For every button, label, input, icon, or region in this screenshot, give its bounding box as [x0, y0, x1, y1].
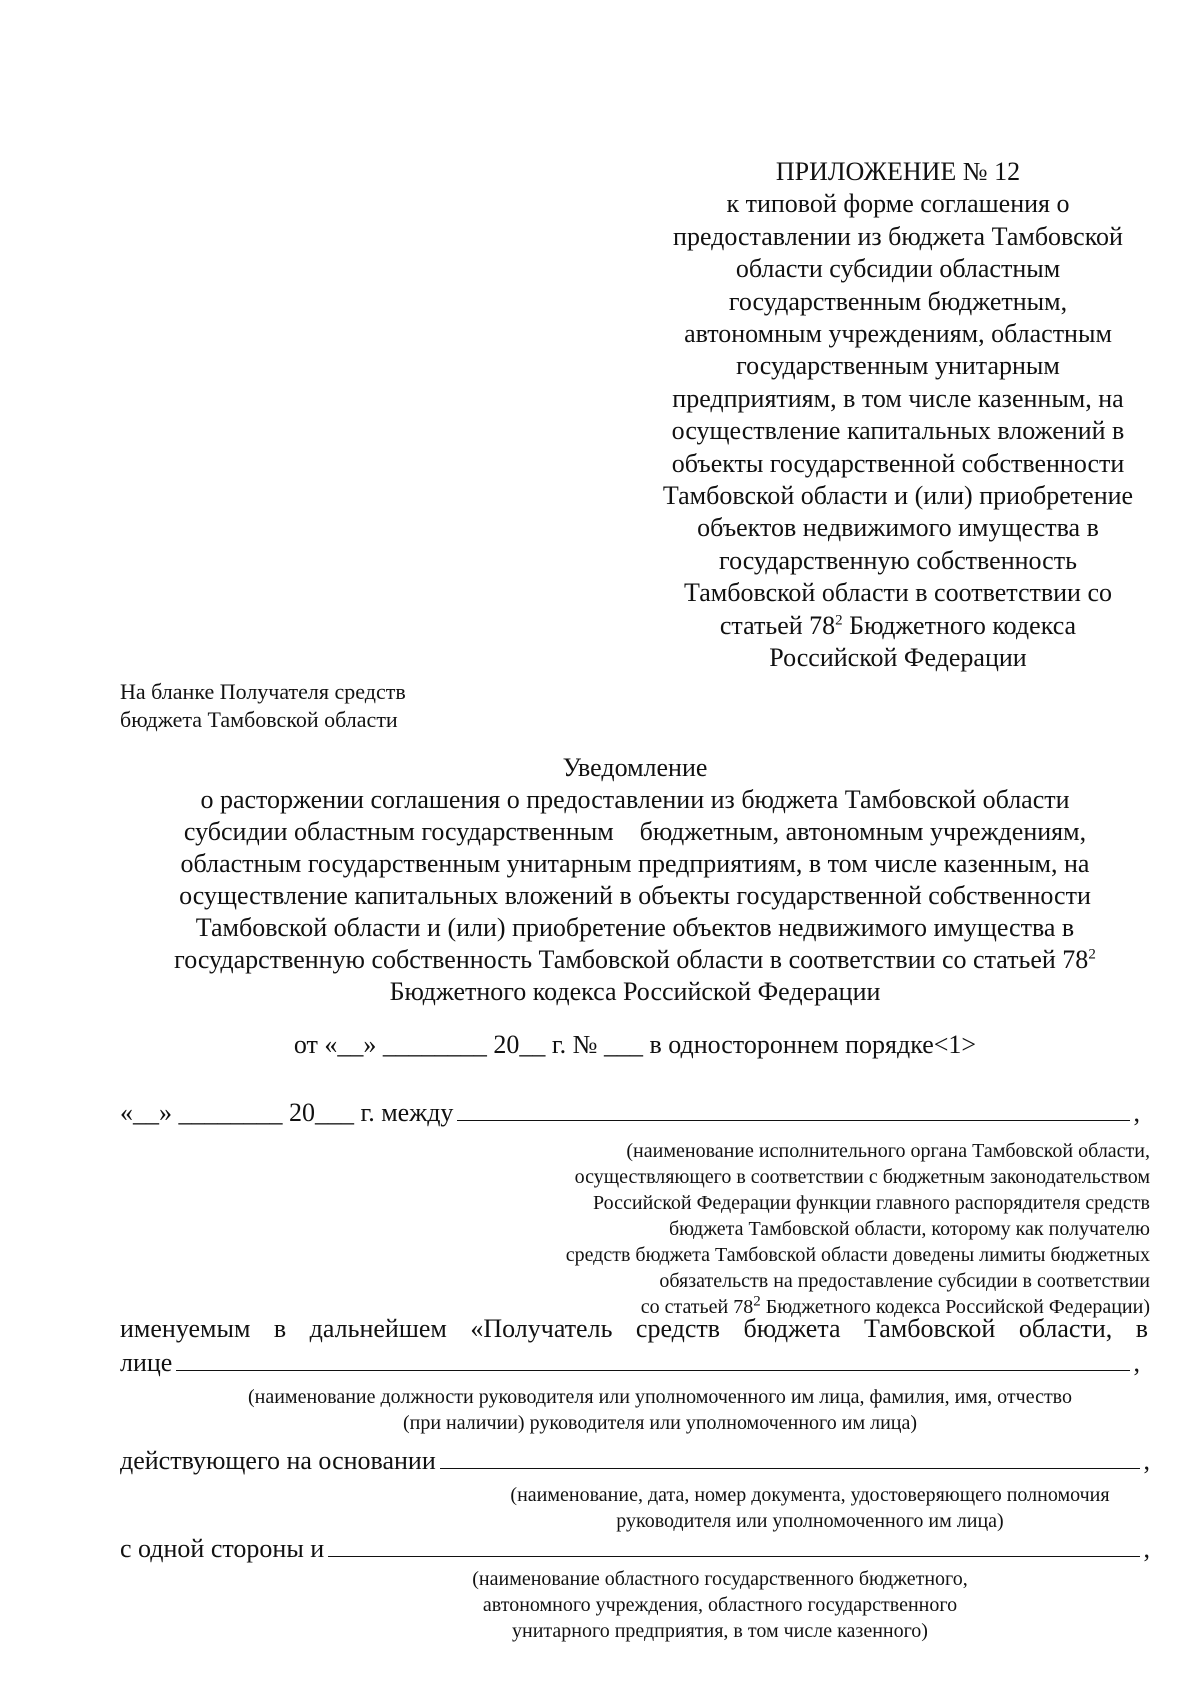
party-row — [120, 1534, 1150, 1564]
organ-hint-post: Бюджетного кодекса Российской Федерации) — [760, 1296, 1150, 1318]
appendix-line: Тамбовской области и (или) приобретение — [662, 481, 1134, 511]
notice-line: областным государственным унитарным предприятиям, в том числе казенным, на — [180, 849, 1090, 878]
notice-date-line: от «__» ________ 20__ г. № ___ в одностороннем порядке<1> — [293, 1030, 977, 1059]
appendix-line: осуществление капитальных вложений в — [671, 416, 1125, 446]
organ-name-field[interactable] — [457, 1098, 1129, 1121]
notice-line-article — [110, 944, 1160, 976]
basis-hint-line: (наименование, дата, номер документа, удостоверяющего полномочия — [510, 1484, 1110, 1506]
person-hint-line: (при наличии) руководителя или уполномоченного им лица) — [402, 1412, 918, 1434]
referred-line: именуемым в дальнейшем «Получатель средств бюджета Тамбовской области, в — [120, 1314, 1148, 1343]
basis-hint — [460, 1482, 1160, 1534]
organ-hint-line: Российской Федерации функции главного распорядителя средств — [593, 1192, 1150, 1214]
appendix-line: предоставлении из бюджета Тамбовской — [673, 221, 1123, 251]
appendix-article-post: Бюджетного кодекса — [842, 610, 1077, 640]
party-label: с одной стороны и — [120, 1534, 325, 1563]
notice-line: осуществление капитальных вложений в объекты государственной собственности — [179, 881, 1091, 910]
person-hint — [160, 1384, 1160, 1436]
organ-hint-sup: 2 — [753, 1293, 761, 1310]
person-row — [120, 1348, 1140, 1378]
organ-hint-line: обязательств на предоставление субсидии в соответствии — [659, 1270, 1150, 1292]
party-hint-line: (наименование областного государственного бюджетного, — [472, 1568, 968, 1590]
notice-heading — [110, 752, 1160, 1008]
person-hint-line: (наименование должности руководителя или уполномоченного им лица, фамилия, имя, отчество — [247, 1386, 1072, 1408]
party-hint — [420, 1566, 1020, 1644]
person-label: лице — [120, 1348, 173, 1377]
organ-hint-line: (наименование исполнительного органа Тамбовской области, — [626, 1140, 1150, 1162]
appendix-line: государственную собственность — [719, 545, 1077, 575]
notice-line: субсидии областным государственным бюджетным, автономным учреждениям, — [183, 817, 1087, 846]
notice-article-pre: государственную собственность Тамбовской области в соответствии со статьей 78 — [174, 945, 1089, 974]
notice-line: Бюджетного кодекса Российской Федерации — [389, 977, 881, 1006]
basis-hint-line: руководителя или уполномоченного им лица) — [616, 1510, 1004, 1532]
party-hint-line: автономного учреждения, областного государственного — [482, 1594, 958, 1616]
between-comma: , — [1133, 1098, 1140, 1127]
party-name-field[interactable] — [328, 1534, 1139, 1557]
notice-line: Тамбовской области и (или) приобретение объектов недвижимого имущества в — [195, 913, 1075, 942]
appendix-line: объекты государственной собственности — [671, 448, 1125, 478]
appendix-line: государственным унитарным — [736, 351, 1060, 381]
appendix-line: предприятиям, в том числе казенным, на — [672, 383, 1124, 413]
letterhead-note — [120, 678, 480, 734]
letterhead-note-line: бюджета Тамбовской области — [120, 707, 398, 732]
appendix-line: автономным учреждениям, областным — [684, 319, 1112, 349]
basis-label: действующего на основании — [120, 1446, 436, 1475]
appendix-header — [628, 156, 1168, 675]
appendix-title: ПРИЛОЖЕНИЕ № 12 — [775, 157, 1021, 186]
appendix-line: области субсидии областным — [735, 254, 1061, 284]
notice-line: о расторжении соглашения о предоставлении из бюджета Тамбовской области — [200, 785, 1070, 814]
person-comma: , — [1133, 1348, 1140, 1377]
organ-hint-line: осуществляющего в соответствии с бюджетным законодательством — [574, 1166, 1150, 1188]
organ-hint — [440, 1138, 1150, 1320]
basis-document-field[interactable] — [440, 1446, 1140, 1469]
appendix-line: государственным бюджетным, — [728, 286, 1068, 316]
person-name-field[interactable] — [176, 1348, 1129, 1371]
appendix-line: объектов недвижимого имущества в — [697, 513, 1099, 543]
appendix-last-line: Российской Федерации — [769, 643, 1027, 673]
notice-title: Уведомление — [562, 753, 708, 782]
between-label: «__» ________ 20___ г. между — [120, 1098, 454, 1127]
letterhead-note-line: На бланке Получателя средств — [120, 679, 406, 704]
appendix-article-sup: 2 — [835, 612, 843, 629]
between-row — [120, 1098, 1140, 1128]
appendix-line: Тамбовской области в соответствии со — [684, 578, 1112, 608]
basis-row — [120, 1446, 1150, 1476]
organ-hint-line: средств бюджета Тамбовской области доведены лимиты бюджетных — [565, 1244, 1150, 1266]
appendix-article-pre: статьей 78 — [719, 610, 836, 640]
appendix-article-line — [628, 610, 1168, 642]
notice-article-sup: 2 — [1088, 946, 1096, 963]
appendix-line: к типовой форме соглашения о — [726, 189, 1070, 219]
basis-comma: , — [1143, 1446, 1150, 1475]
party-hint-line: унитарного предприятия, в том числе казенного) — [512, 1620, 928, 1642]
organ-hint-line: бюджета Тамбовской области, которому как получателю — [668, 1218, 1150, 1240]
party-comma: , — [1143, 1534, 1150, 1563]
organ-hint-pre: со статьей 78 — [640, 1296, 754, 1318]
